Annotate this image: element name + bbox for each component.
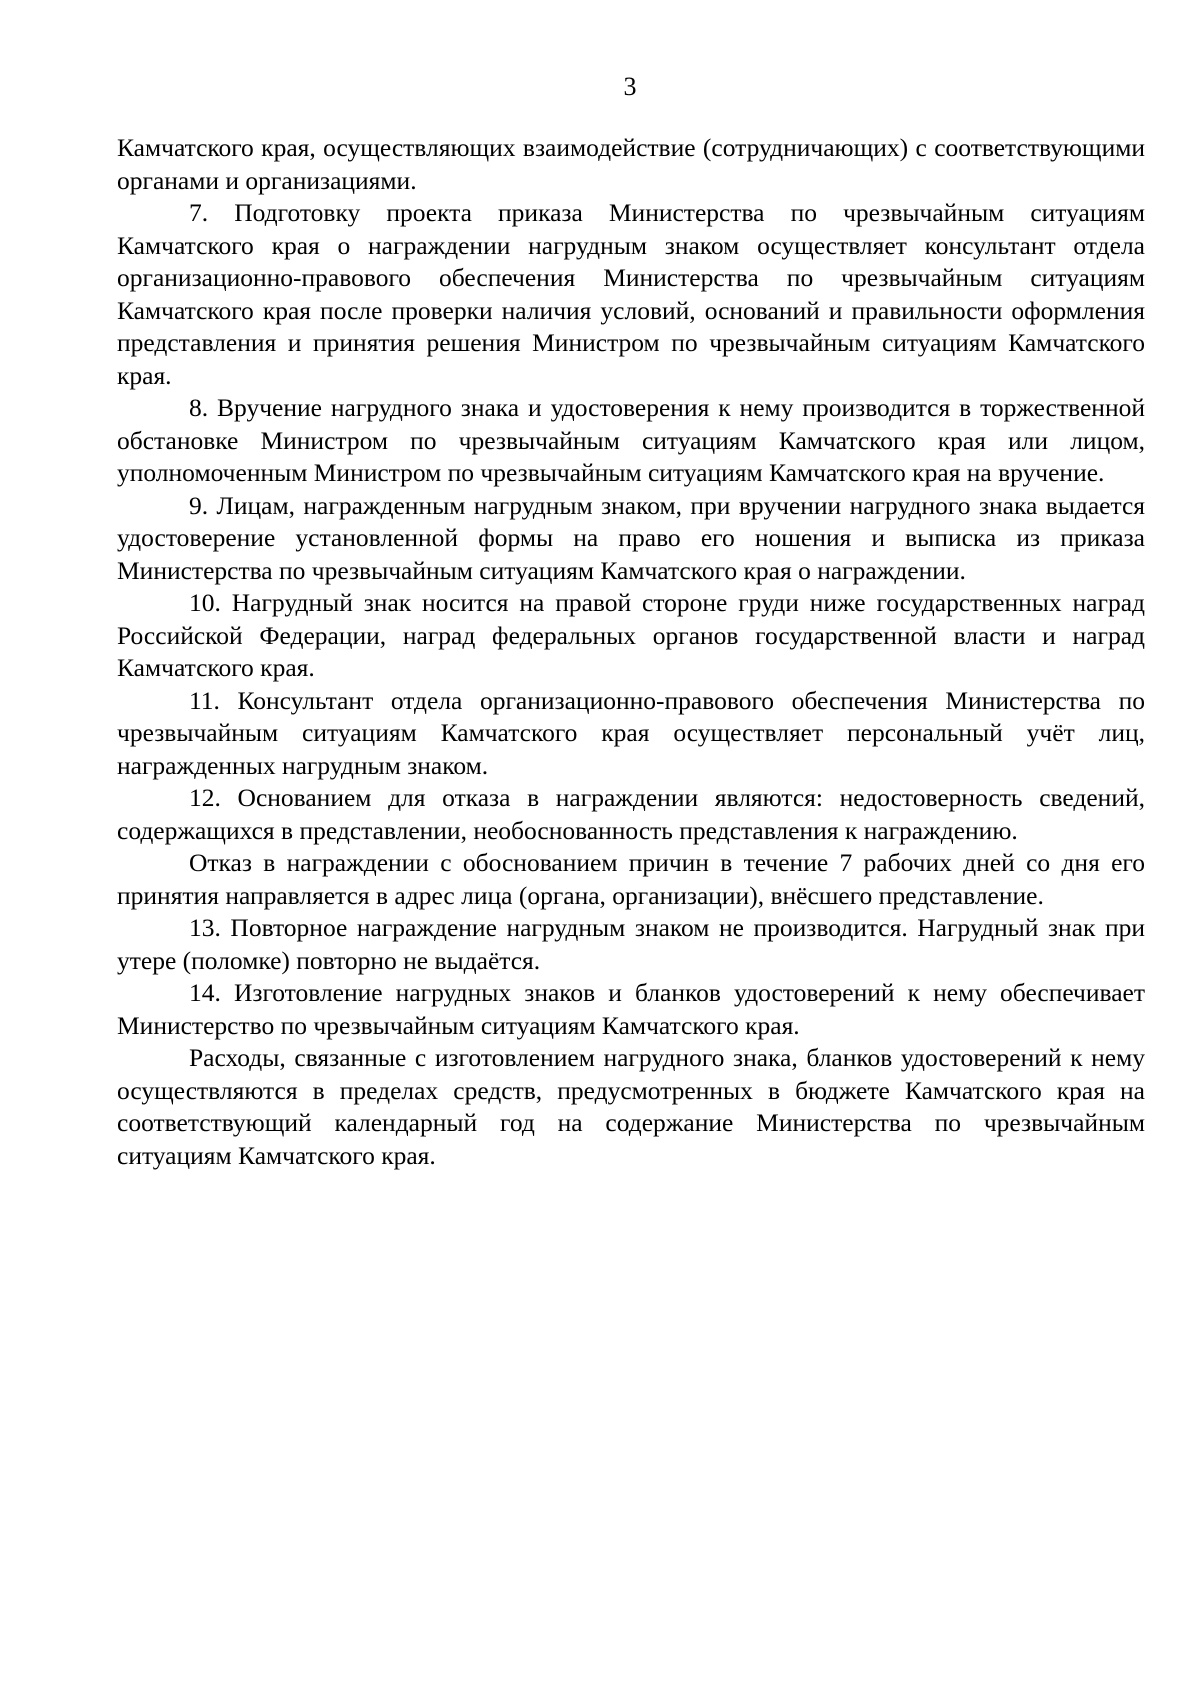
paragraph-expenses: Расходы, связанные с изготовлением нагрудного знака, бланков удостоверений к нему осуществляются в пределах средств, предусмотренных в бюджете Камчатского края на соответствующий календарный год на содержание Министерства по чрезвычайным ситуациям Камчатского края. <box>117 1043 1145 1170</box>
page-number: 3 <box>623 72 637 101</box>
paragraph-item-10: 10. Нагрудный знак носится на правой стороне груди ниже государственных наград Российской Федерации, наград федеральных органов государственной власти и наград Камчатского края. <box>117 588 1145 682</box>
paragraph-refusal-notice: Отказ в награждении с обоснованием причин в течение 7 рабочих дней со дня его принятия направляется в адрес лица (органа, организации), внёсшего представление. <box>117 848 1145 910</box>
paragraph-item-12: 12. Основанием для отказа в награждении являются: недостоверность сведений, содержащихся в представлении, необоснованность представления к награждению. <box>117 783 1145 845</box>
paragraph-item-9: 9. Лицам, награжденным нагрудным знаком, при вручении нагрудного знака выдается удостоверение установленной формы на право его ношения и выписка из приказа Министерства по чрезвычайным ситуациям Камчатского края о награждении. <box>117 490 1145 585</box>
document-body <box>117 132 1145 1172</box>
paragraph-item-8: 8. Вручение нагрудного знака и удостоверения к нему производится в торжественной обстановке Министром по чрезвычайным ситуациям Камчатского края или лицом, уполномоченным Министром по чрезвычайным ситуациям Камчатского края на вручение. <box>117 393 1145 487</box>
paragraph-item-7: 7. Подготовку проекта приказа Министерства по чрезвычайным ситуациям Камчатского края о награждении нагрудным знаком осуществляет консультант отдела организационно-правового обеспечения Министерства по чрезвычайным ситуациям Камчатского края после проверки наличия условий, оснований и правильности оформления представления и принятия решения Министром по чрезвычайным ситуациям Камчатского края. <box>117 198 1145 390</box>
paragraph-continuation: Камчатского края, осуществляющих взаимодействие (сотрудничающих) с соответствующими органами и организациями. <box>117 133 1145 195</box>
paragraph-item-14: 14. Изготовление нагрудных знаков и бланков удостоверений к нему обеспечивает Министерство по чрезвычайным ситуациям Камчатского края. <box>117 978 1145 1040</box>
paragraph-item-11: 11. Консультант отдела организационно-правового обеспечения Министерства по чрезвычайным ситуациям Камчатского края осуществляет персональный учёт лиц, награжденных нагрудным знаком. <box>117 685 1145 780</box>
paragraph-item-13: 13. Повторное награждение нагрудным знаком не производится. Нагрудный знак при утере (поломке) повторно не выдаётся. <box>117 913 1145 975</box>
